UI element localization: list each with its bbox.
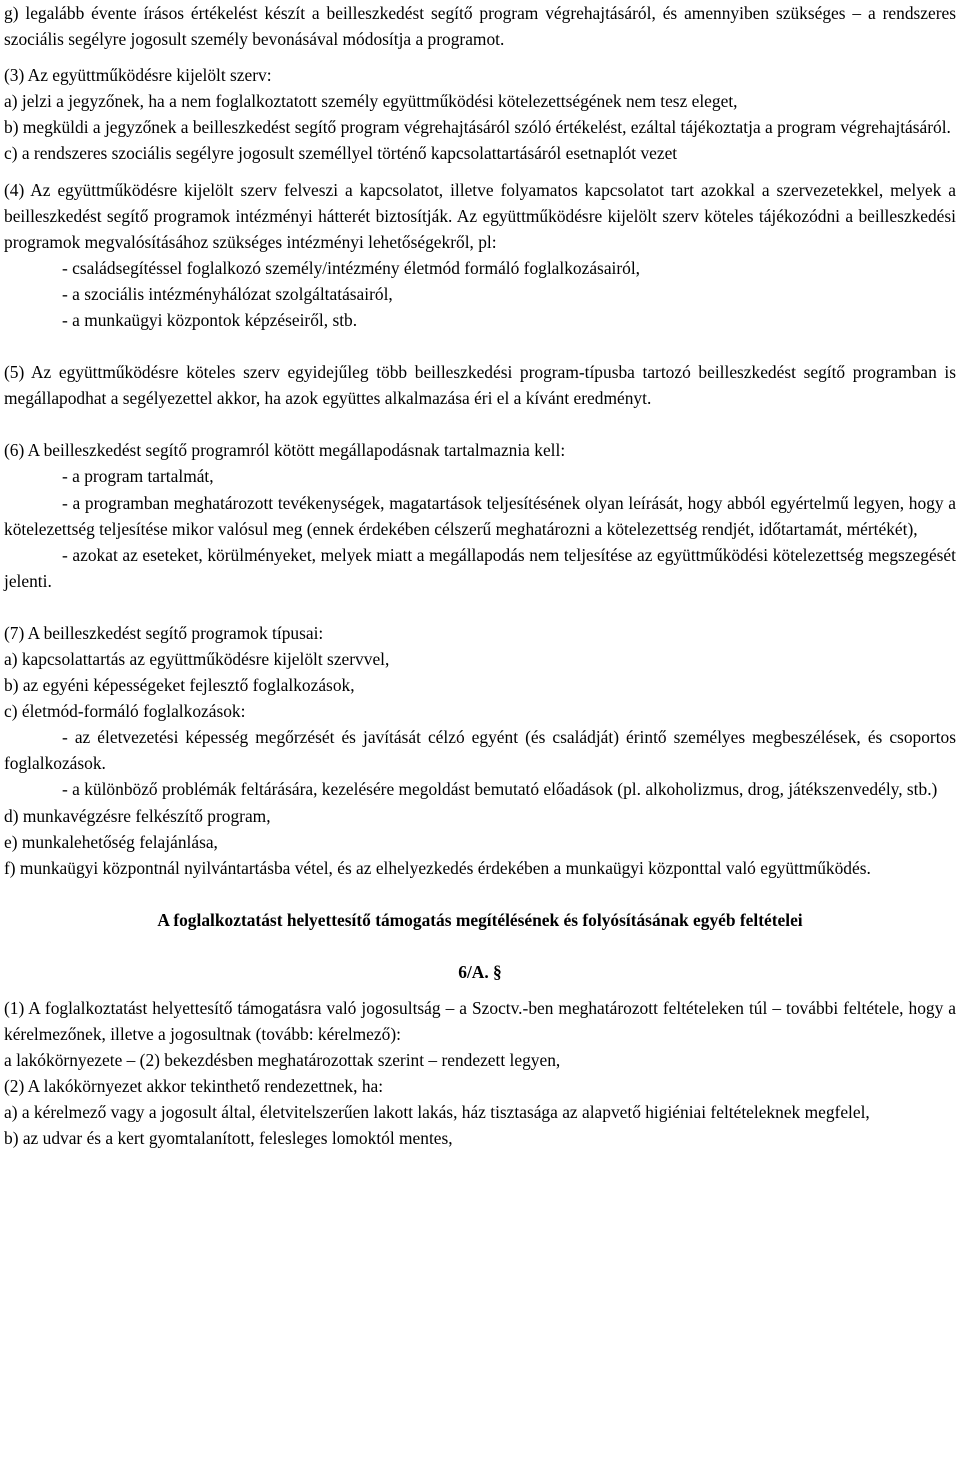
section-6a-1: (1) A foglalkoztatást helyettesítő támogatásra való jogosultság – a Szoctv.-ben meghatározott feltételeken túl – további feltétele, hogy a kérelmezőnek, illetve a jogosultnak (tovább: kérelmező): bbox=[4, 998, 956, 1045]
section-7-c: c) életmód-formáló foglalkozások: bbox=[4, 701, 246, 722]
section-7-f: f) munkaügyi központnál nyilvántartásba vétel, és az elhelyezkedés érdekében a munkaügyi központtal való együttműködés. bbox=[4, 857, 871, 878]
section-6-item-2: - a programban meghatározott tevékenységek, magatartások teljesítésének olyan leírását, hogy abból egyértelmű legyen, hogy a kötelezettség teljesítése mikor valósul meg (ennek érdekében célszerű meghatározni a kötelezettség rendjét, időtartamát, mértékét), bbox=[4, 492, 956, 539]
section-7-e: e) munkalehetőség felajánlása, bbox=[4, 831, 218, 852]
paragraph-g: g) legalább évente írásos értékelést készít a beilleszkedést segítő program végrehajtásáról, és amennyiben szükséges – a rendszeres szociális segélyre jogosult személy bevonásával módosítja a programot. bbox=[4, 3, 956, 50]
section-4-item: - családsegítéssel foglalkozó személy/intézmény életmód formáló foglalkozásairól, bbox=[62, 257, 641, 278]
section-7-b: b) az egyéni képességeket fejlesztő foglalkozások, bbox=[4, 675, 355, 696]
section-6a-2-b: b) az udvar és a kert gyomtalanított, felesleges lomoktól mentes, bbox=[4, 1128, 453, 1149]
section-6-item-1: - a program tartalmát, bbox=[62, 466, 214, 487]
section-3-intro: (3) Az együttműködésre kijelölt szerv: bbox=[4, 65, 272, 86]
section-7-c-item-1: - az életvezetési képesség megőrzését és javítását célzó egyént (és családját) érintő személyes megbeszélések, és csoportos foglalkozások. bbox=[4, 727, 956, 774]
section-3-a: a) jelzi a jegyzőnek, ha a nem foglalkoztatott személy együttműködési kötelezettségének nem tesz eleget, bbox=[4, 91, 738, 112]
section-3-c: c) a rendszeres szociális segélyre jogosult személlyel történő kapcsolattartásáról esetnaplót vezet bbox=[4, 143, 678, 164]
section-3-b: b) megküldi a jegyzőnek a beilleszkedést segítő program végrehajtásáról szóló értékelést, ezáltal tájékoztatja a program végrehajtásáról. bbox=[4, 117, 951, 138]
chapter-heading: A foglalkoztatást helyettesítő támogatás megítélésének és folyósításának egyéb feltételei bbox=[157, 909, 803, 930]
section-4-item: - a szociális intézményhálózat szolgáltatásairól, bbox=[62, 283, 393, 304]
section-7-a: a) kapcsolattartás az együttműködésre kijelölt szervvel, bbox=[4, 648, 390, 669]
section-6a-2-intro: (2) A lakókörnyezet akkor tekinthető rendezettnek, ha: bbox=[4, 1076, 384, 1097]
section-6-intro: (6) A beilleszkedést segítő programról kötött megállapodásnak tartalmaznia kell: bbox=[4, 440, 566, 461]
section-7-intro: (7) A beilleszkedést segítő programok típusai: bbox=[4, 622, 324, 643]
section-6-item-3: - azokat az eseteket, körülményeket, melyek miatt a megállapodás nem teljesítése az együttműködési kötelezettség megszegését jelenti. bbox=[4, 544, 956, 591]
section-7-c-item-2: - a különböző problémák feltárására, kezelésére megoldást bemutató előadások (pl. alkoholizmus, drog, játékszenvedély, stb.) bbox=[62, 779, 938, 800]
section-number: 6/A. § bbox=[458, 961, 502, 982]
section-4-text: (4) Az együttműködésre kijelölt szerv felveszi a kapcsolatot, illetve folyamatos kapcsolatot tart azokkal a szervezetekkel, melyek a beilleszkedést segítő programok intézményi hátterét biztosítják. Az együttműködésre kijelölt szerv köteles tájékozódni a beilleszkedési programok megvalósításához szükséges intézményi lehetőségekről, pl: bbox=[4, 179, 956, 252]
section-4-item: - a munkaügyi központok képzéseiről, stb. bbox=[62, 310, 358, 331]
section-6a-2-a: a) a kérelmező vagy a jogosult által, életvitelszerűen lakott lakás, ház tisztasága az alapvető higiéniai feltételeknek megfelel, bbox=[4, 1102, 870, 1123]
section-6a-1-continuation: a lakókörnyezete – (2) bekezdésben meghatározottak szerint – rendezett legyen, bbox=[4, 1050, 561, 1071]
section-7-d: d) munkavégzésre felkészítő program, bbox=[4, 805, 271, 826]
section-5-text: (5) Az együttműködésre köteles szerv egyidejűleg több beilleszkedési program-típusba tartozó beilleszkedést segítő programban is megállapodhat a segélyezettel akkor, ha azok együttes alkalmazása éri el a kívánt eredményt. bbox=[4, 362, 956, 409]
